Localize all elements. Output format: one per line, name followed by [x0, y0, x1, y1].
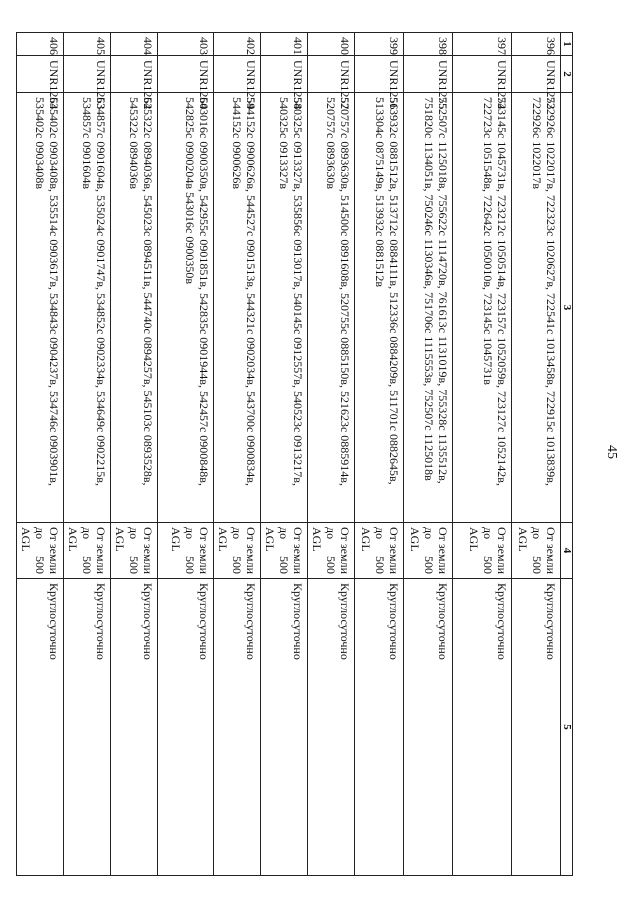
row-number-cell: 404 [111, 33, 158, 56]
header-cell: 4 [561, 523, 573, 579]
header-cell: 1 [561, 33, 573, 56]
altitude-cell: От земли до 500 AGL [64, 523, 111, 579]
altitude-cell: От земли до 500 AGL [355, 523, 404, 579]
header-row [561, 33, 573, 876]
header-cell: 3 [561, 93, 573, 523]
table-row [261, 33, 308, 876]
operating-time-cell: Круглосуточно [308, 579, 355, 876]
operating-time-cell: Круглосуточно [355, 579, 404, 876]
altitude-cell: От земли до 500 AGL [453, 523, 512, 579]
operating-time-cell: Круглосуточно [512, 579, 561, 876]
operating-time-cell: Круглосуточно [64, 579, 111, 876]
coordinates-cell: 513932с 0881512в, 513712с 0884111в, 512336с 0884209в, 511701с 0882645в, 513304с 0875149в, 513932с 0881512в [355, 93, 404, 523]
coordinates-cell: 543016с 0900350в, 542955с 0901851в, 542835с 0901944в, 542457с 0900848в, 542825с 0900204в 543016с 0900350в [158, 93, 214, 523]
coordinates-cell: 534857с 0901604в, 535024с 0901747в, 534852с 0902334в, 534649с 0902215в, 534857с 0901604в [64, 93, 111, 523]
operating-time-cell: Круглосуточно [158, 579, 214, 876]
row-number-cell: 399 [355, 33, 404, 56]
altitude-cell: От земли до 500 AGL [111, 523, 158, 579]
altitude-cell: От земли до 500 AGL [158, 523, 214, 579]
page-number: 45 [604, 445, 619, 459]
coordinates-cell: 723145с 1045731в, 723212с 1050514в, 723157с 1052059в, 723127с 1052142в, 722723с 1051548в, 722642с 1050010в, 723145с 1045731в [453, 93, 512, 523]
coordinates-cell: 752507с 1125018в, 755622с 1114720в, 761613с 1131019в, 755328с 1135512в, 751820с 1134051в, 750246с 1130346в, 751706с 1115553в, 752507с 1125018в [404, 93, 453, 523]
altitude-cell: От земли до 500 AGL [261, 523, 308, 579]
table-row [512, 33, 561, 876]
altitude-cell: От земли до 500 AGL [214, 523, 261, 579]
header-cell: 5 [561, 579, 573, 876]
zone-id-cell: UNR1264 [17, 56, 64, 93]
altitude-cell: От земли до 500 AGL [17, 523, 64, 579]
table-row [404, 33, 453, 876]
altitude-cell: От земли до 500 AGL [308, 523, 355, 579]
altitude-cell: От земли до 500 AGL [512, 523, 561, 579]
rotated-table-container [19, 32, 573, 875]
coordinates-cell: 540325с 0913327в, 535856с 0913017в, 540145с 0912557в, 540523с 0913217в, 540325с 0913327в [261, 93, 308, 523]
header-cell: 2 [561, 56, 573, 93]
operating-time-cell: Круглосуточно [261, 579, 308, 876]
coordinates-cell: 520757с 0893630в, 514500с 0891608в, 520755с 0885150в, 521623с 0885914в, 520757с 0893630в [308, 93, 355, 523]
table-row [355, 33, 404, 876]
operating-time-cell: Круглосуточно [17, 579, 64, 876]
table-row [214, 33, 261, 876]
altitude-cell: От земли до 500 AGL [404, 523, 453, 579]
row-number-cell: 400 [308, 33, 355, 56]
zone-id-cell: UNR1260 [158, 56, 214, 93]
airspace-table [16, 32, 573, 876]
zone-id-cell: UNR1254 [453, 56, 512, 93]
table-row [17, 33, 64, 876]
table-row [453, 33, 512, 876]
operating-time-cell: Круглосуточно [404, 579, 453, 876]
operating-time-cell: Круглосуточно [214, 579, 261, 876]
coordinates-cell: 535402с 0903408в, 535514с 0903617в, 534843с 0904237в, 534746с 0903901в, 535402с 0903408в [17, 93, 64, 523]
table-row [158, 33, 214, 876]
zone-id-cell: UNR1253 [512, 56, 561, 93]
coordinates-cell: 545322с 0894036в, 545023с 0894511в, 544740с 0894257в, 545103с 0893528в, 545322с 0894036в [111, 93, 158, 523]
row-number-cell: 401 [261, 33, 308, 56]
row-number-cell: 405 [64, 33, 111, 56]
zone-id-cell: UNR1255 [404, 56, 453, 93]
zone-id-cell: UNR1256 [355, 56, 404, 93]
table-row [64, 33, 111, 876]
row-number-cell: 406 [17, 33, 64, 56]
row-number-cell: 402 [214, 33, 261, 56]
row-number-cell: 397 [453, 33, 512, 56]
zone-id-cell: UNR1258 [261, 56, 308, 93]
row-number-cell: 403 [158, 33, 214, 56]
table-row [111, 33, 158, 876]
table-row [308, 33, 355, 876]
row-number-cell: 396 [512, 33, 561, 56]
operating-time-cell: Круглосуточно [453, 579, 512, 876]
operating-time-cell: Круглосуточно [111, 579, 158, 876]
coordinates-cell: 544152с 0900626в, 544527с 0901513в, 544321с 0902034в, 543700с 0900834в, 544152с 0900626в [214, 93, 261, 523]
coordinates-cell: 722926с 1022017в, 722323с 1020627в, 722541с 1013458в, 722915с 1013839в, 722926с 1022017в [512, 93, 561, 523]
zone-id-cell: UNR1257 [308, 56, 355, 93]
zone-id-cell: UNR1263 [64, 56, 111, 93]
zone-id-cell: UNR1259 [214, 56, 261, 93]
row-number-cell: 398 [404, 33, 453, 56]
zone-id-cell: UNR1262 [111, 56, 158, 93]
